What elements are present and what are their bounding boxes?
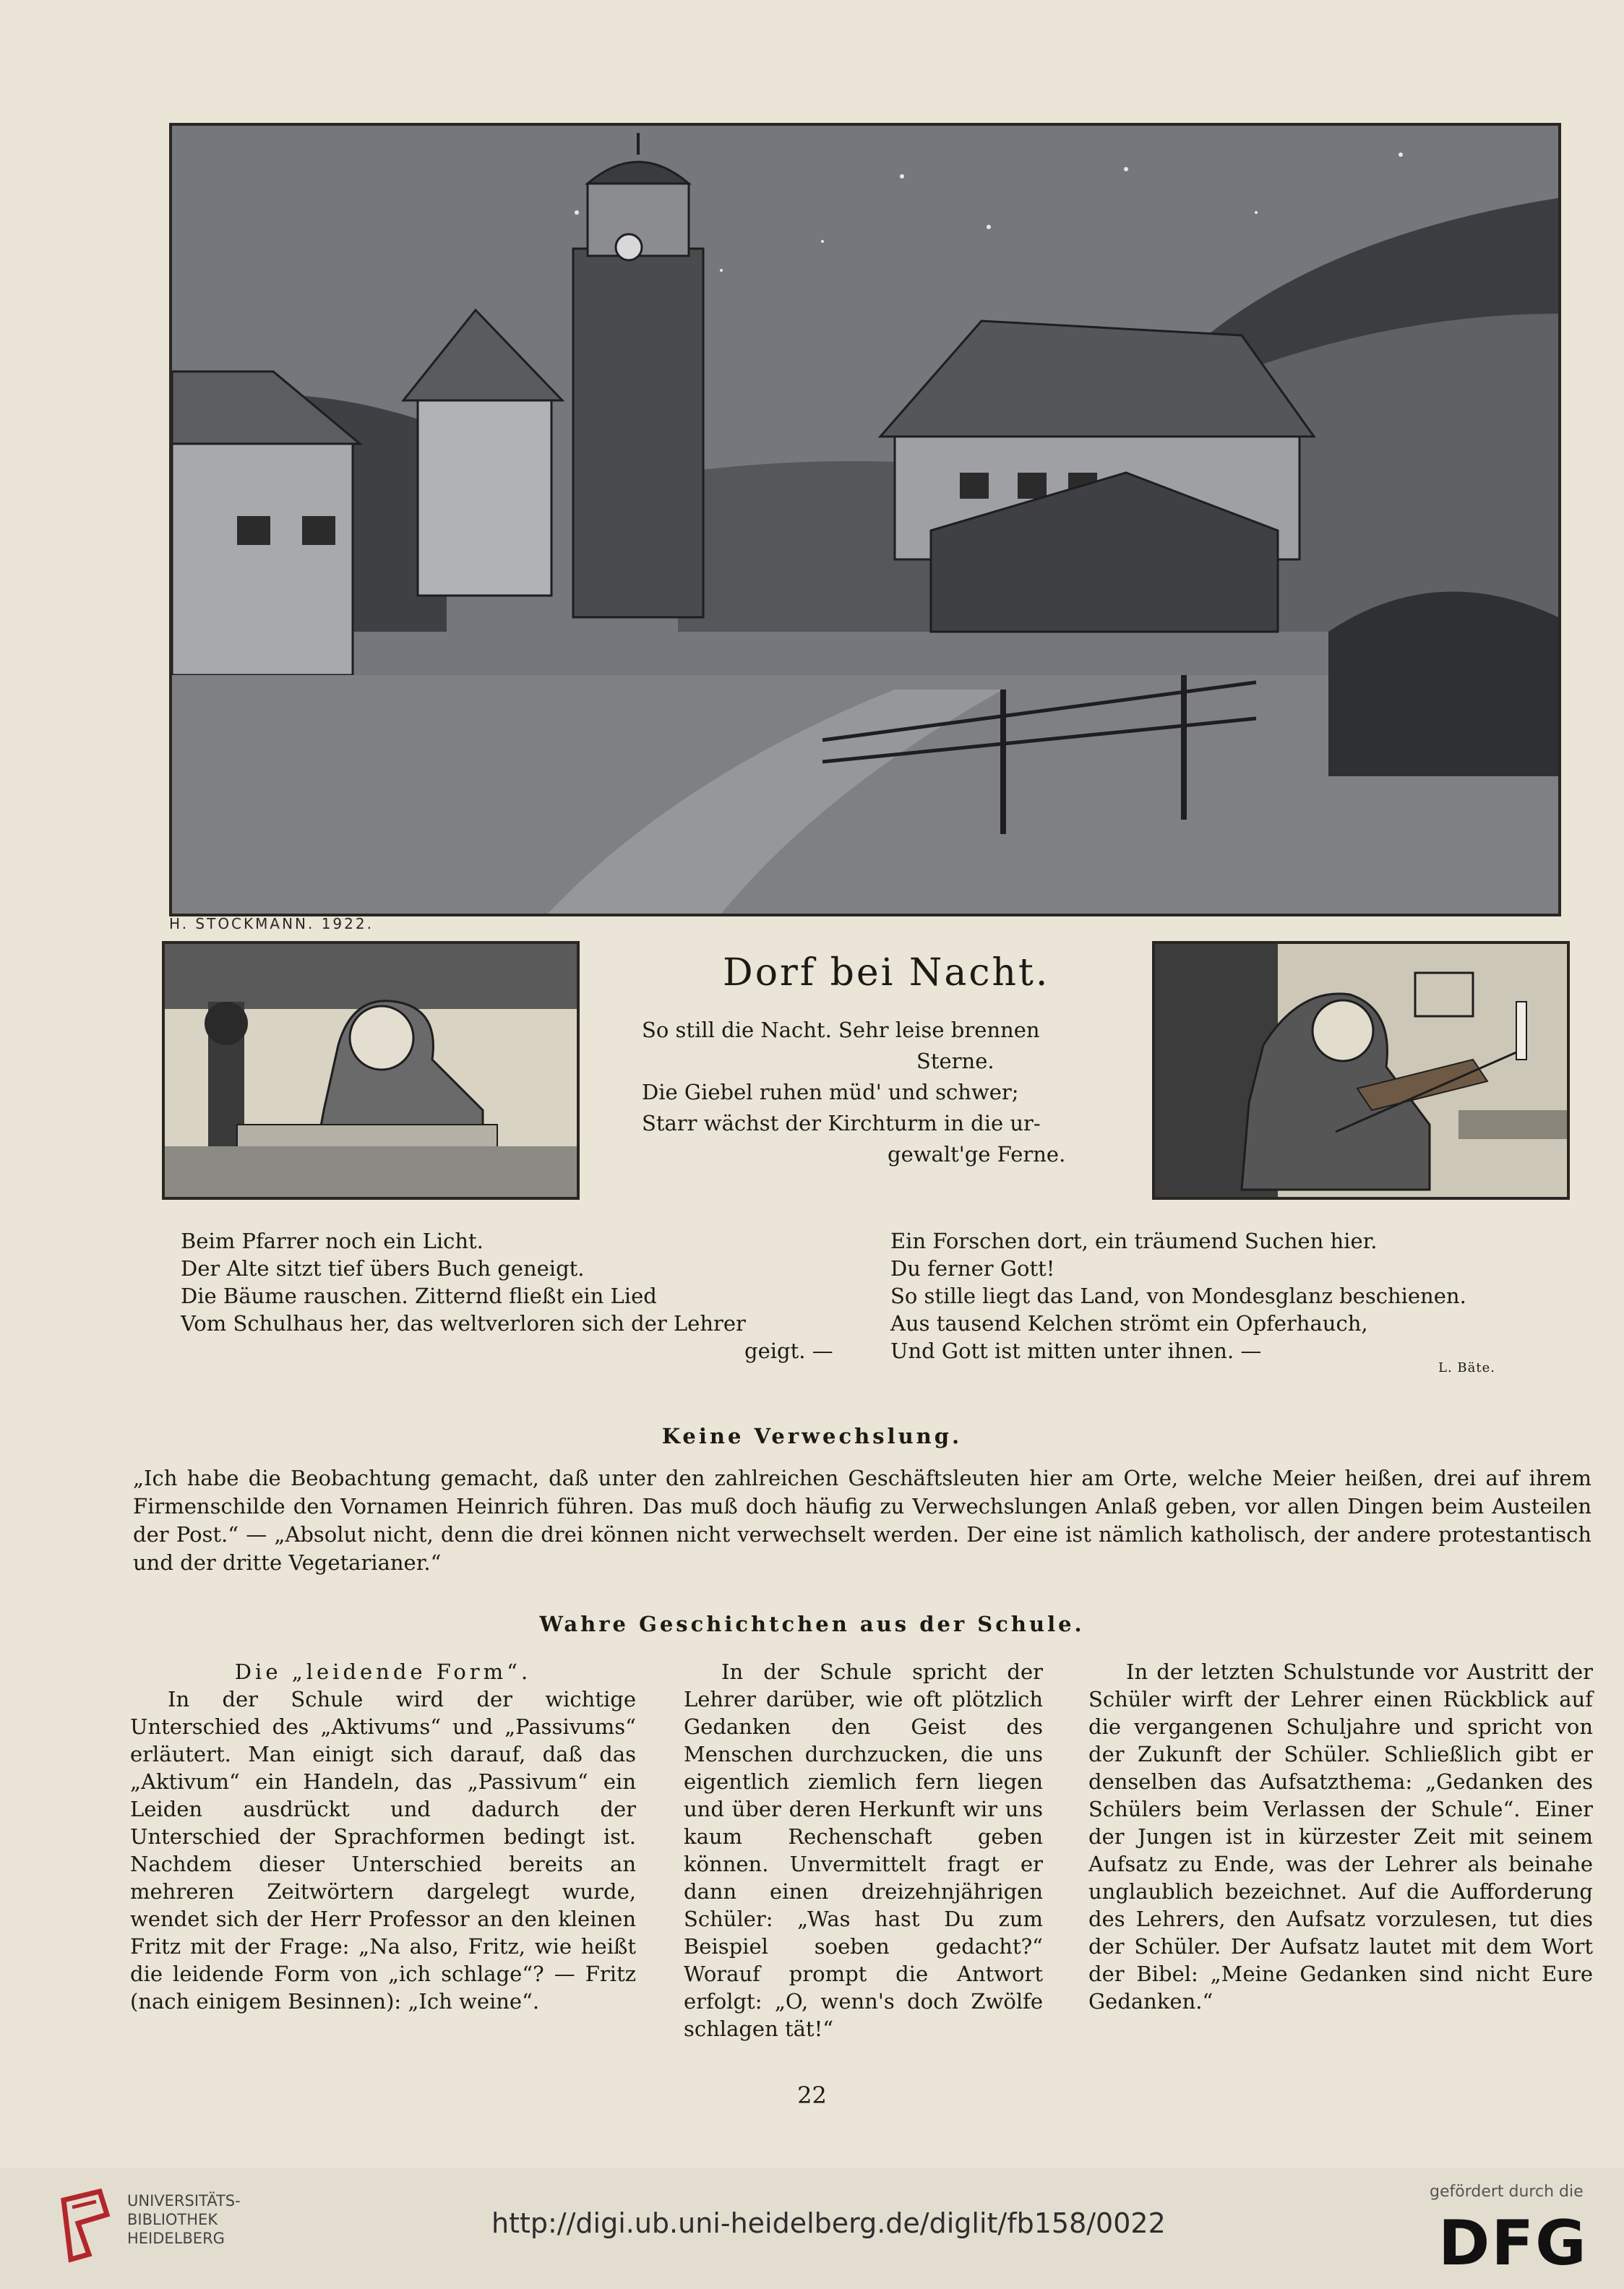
library-logo-icon — [56, 2186, 116, 2265]
dfg-logo: DFG — [1438, 2207, 1588, 2280]
poem-line: Beim Pfarrer noch ein Licht. — [181, 1229, 484, 1253]
poem-author: L. Bäte. — [1438, 1360, 1495, 1375]
page-number: 22 — [797, 2082, 827, 2109]
story-column-2 — [684, 1658, 1043, 2043]
story-column-1 — [130, 1658, 636, 2015]
poem-right-stanza — [890, 1227, 1466, 1365]
poem-line: Vom Schulhaus her, das weltverloren sich der Lehrer — [181, 1311, 746, 1336]
story-text: In der Schule wird der wichtige Unterschied des „Aktivums“ und „Passivums“ erläutert. Man einigt sich darauf, daß das „Aktivum“ ein Handeln, das „Passivum“ ein Leiden ausdrückt und dadurch der Unterschied der Sprachformen bedingt ist. Nachdem dieser Unterschied bereits an mehreren Zeitwörtern dargelegt wurde, wendet sich der Herr Professor an den kleinen Fritz mit der Frage: „Na also, Fritz, wie heißt die leidende Form von „ich schlage“? — Fritz (nach einigem Besinnen): „Ich weine“. — [130, 1687, 636, 2014]
poem-top-stanza — [642, 1015, 1097, 1170]
poem-line: Aus tausend Kelchen strömt ein Opferhauch, — [890, 1311, 1368, 1336]
poem-line: So stille liegt das Land, von Mondesglanz beschienen. — [890, 1284, 1466, 1308]
poem-line: So still die Nacht. Sehr leise brennen — [642, 1018, 1040, 1042]
section-heading: Wahre Geschichtchen aus der Schule. — [539, 1612, 1085, 1636]
poem-line: Starr wächst der Kirchturm in die ur- — [642, 1111, 1041, 1135]
poem-line: gewalt'ge Ferne. — [888, 1142, 1066, 1167]
story-text: In der Schule spricht der Lehrer darüber, wie oft plötzlich Gedanken den Geist des Menschen durchzucken, die uns eigentlich ziemlich fern liegen und über deren Herkunft wir uns kaum Rechenschaft geben können. Unvermittelt fragt er dann einen dreizehnjährigen Schüler: „Was hast Du zum Beispiel soeben gedacht?“ Worauf prompt die Antwort erfolgt: „O, wenn's doch Zwölfe schlagen tät!“ — [684, 1659, 1043, 2041]
village-night-illustration — [169, 123, 1561, 916]
poem-line: Die Bäume rauschen. Zitternd fließt ein Lied — [181, 1284, 657, 1308]
viewer-footer — [0, 2168, 1624, 2289]
fiddler-drawing — [1155, 944, 1567, 1197]
poem-line: Ein Forschen dort, ein träumend Suchen hier. — [890, 1229, 1378, 1253]
poem-line: Und Gott ist mitten unter ihnen. — — [890, 1339, 1262, 1363]
village-night-drawing — [172, 126, 1558, 914]
permalink-url[interactable]: http://digi.ub.uni-heidelberg.de/diglit/fb158/0022 — [491, 2207, 1166, 2239]
pastor-reading-illustration — [162, 941, 580, 1200]
poem-line: Die Giebel ruhen müd' und schwer; — [642, 1080, 1019, 1104]
article-heading: Keine Verwechslung. — [661, 1424, 963, 1448]
funding-note: gefördert durch die — [1430, 2183, 1584, 2201]
article-paragraph: „Ich habe die Beobachtung gemacht, daß unter den zahlreichen Geschäftsleuten hier am Orte, welche Meier heißen, drei auf ihrem Firmenschilde den Vornamen Heinrich führen. Das muß doch häufig zu Verwechslungen Anlaß geben, vor allen Dingen beim Austeilen der Post.“ — „Absolut nicht, denn die drei können nicht verwechselt werden. Der eine ist nämlich katholisch, der andere protestantisch und der dritte Vegetarianer.“ — [133, 1466, 1591, 1575]
artist-signature: H. STOCKMANN. 1922. — [169, 915, 374, 932]
story-text: In der letzten Schulstunde vor Austritt der Schüler wirft der Lehrer einen Rückblick auf die vergangenen Schuljahre und spricht von der Zukunft der Schüler. Schließlich gibt er denselben das Aufsatzthema: „Gedanken des Schülers beim Verlassen der Schule“. Einer der Jungen ist in kürzester Zeit mit seinem Aufsatz zu Ende, was der Lehrer als beinahe unglaublich bezeichnet. Auf die Aufforderung des Lehrers, den Aufsatz vorzulesen, tut dies der Schüler. Der Aufsatz lautet mit dem Wort der Bibel: „Meine Gedanken sind nicht Eure Gedanken.“ — [1088, 1659, 1593, 2014]
poem-line: geigt. — — [744, 1339, 833, 1363]
poem-line: Du ferner Gott! — [890, 1256, 1055, 1281]
poem-line: Sterne. — [916, 1049, 994, 1073]
poem-line: Der Alte sitzt tief übers Buch geneigt. — [181, 1256, 585, 1281]
teacher-fiddling-illustration — [1152, 941, 1570, 1200]
poem-title: Dorf bei Nacht. — [723, 951, 1050, 995]
poem-left-stanza — [181, 1227, 833, 1365]
story-title: Die „leidende Form“. — [234, 1659, 532, 1684]
library-name: UNIVERSITÄTS- BIBLIOTHEK HEIDELBERG — [127, 2192, 241, 2247]
pastor-drawing — [165, 944, 577, 1197]
story-column-3 — [1088, 1658, 1593, 2015]
